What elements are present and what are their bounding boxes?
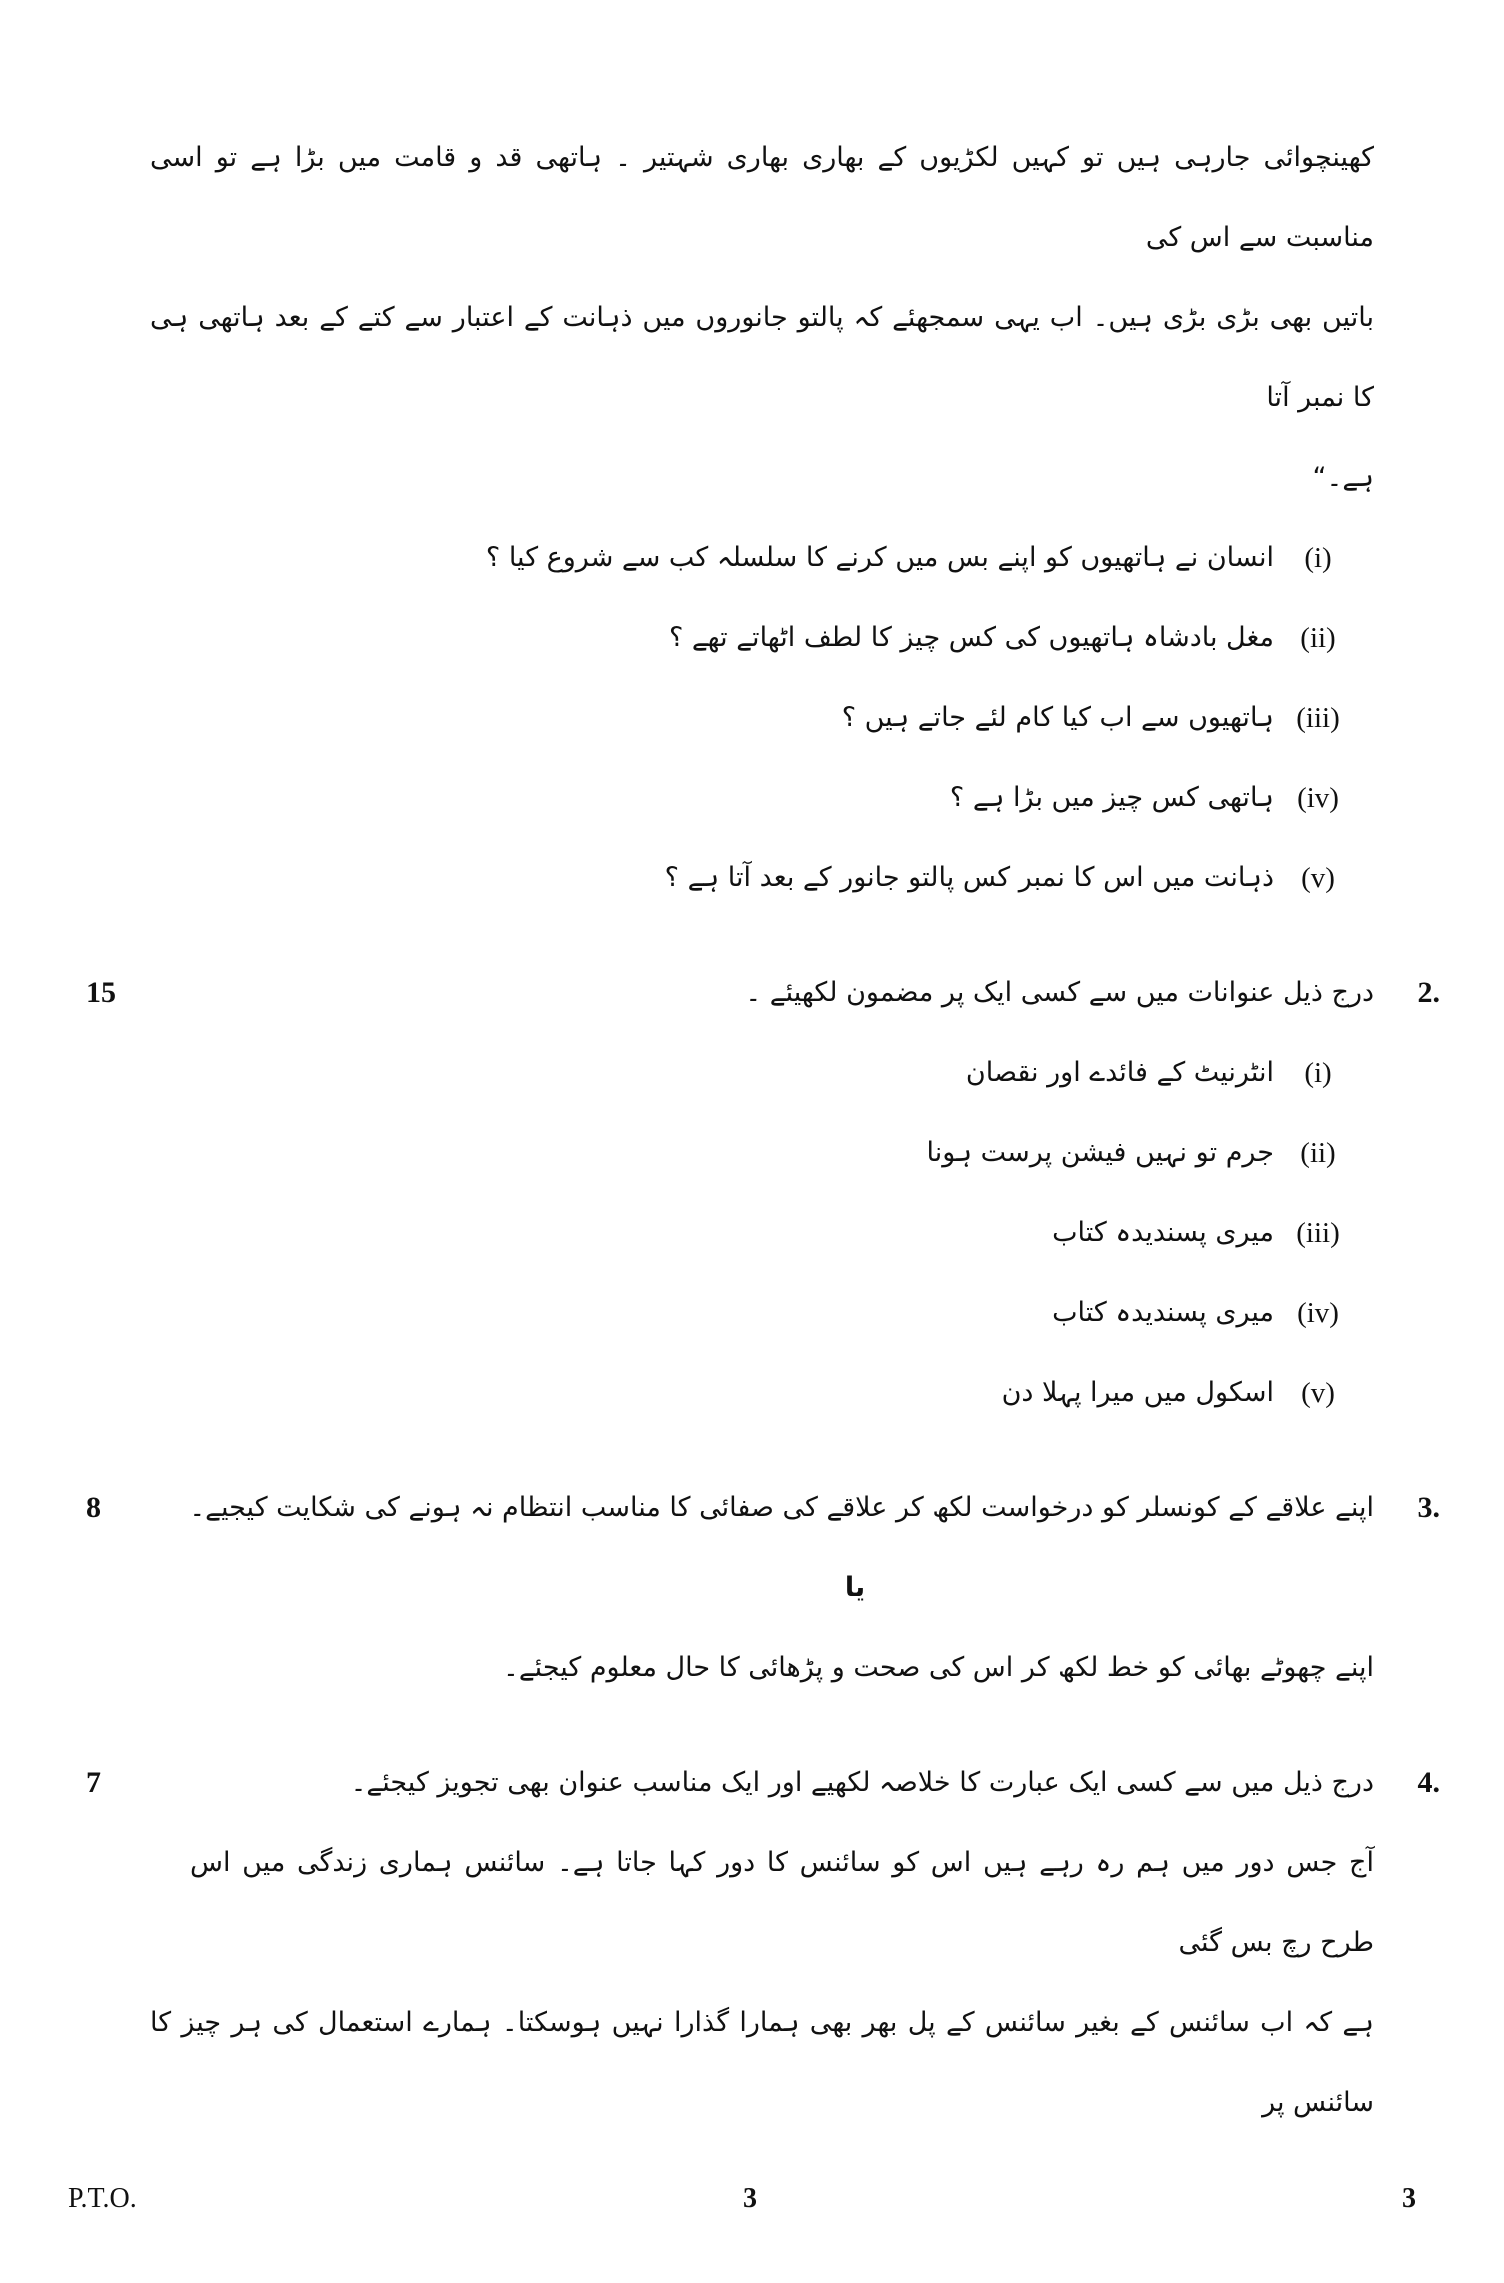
or-divider: یا bbox=[844, 1572, 866, 1603]
question-text: درج ذیل عنوانات میں سے کسی ایک پر مضمون لکھیئے ۔ bbox=[745, 977, 1374, 1008]
roman-numeral: (i) bbox=[1304, 542, 1332, 574]
page-number: 3 bbox=[743, 2183, 757, 2214]
subquestion bbox=[150, 678, 1344, 758]
passage-continuation bbox=[150, 118, 1440, 518]
marks: 7 bbox=[86, 1766, 101, 1799]
question-2 bbox=[86, 953, 1440, 1433]
subquestion bbox=[150, 838, 1344, 918]
passage-line: ہے کہ اب سائنس کے بغیر سائنس کے پل بھر بھی ہمارا گذارا نہیں ہوسکتا۔ ہمارے استعمال کی ہر چیز کا سائنس پر bbox=[150, 2007, 1374, 2118]
passage-line: ہے۔“ bbox=[1312, 462, 1374, 493]
essay-option-row bbox=[150, 1193, 1344, 1273]
subquestion-text: ہاتھی کس چیز میں بڑا ہے ؟ bbox=[949, 782, 1274, 813]
essay-option-row bbox=[150, 1353, 1344, 1433]
page-number-right: 3 bbox=[1402, 2183, 1416, 2214]
roman-numeral: (ii) bbox=[1300, 1137, 1336, 1169]
essay-option: میری پسندیدہ کتاب bbox=[1052, 1297, 1274, 1328]
q1-subquestions bbox=[150, 518, 1440, 918]
essay-option: انٹرنیٹ کے فائدے اور نقصان bbox=[965, 1057, 1274, 1088]
roman-numeral: (v) bbox=[1301, 1377, 1335, 1409]
essay-option: میری پسندیدہ کتاب bbox=[1052, 1217, 1274, 1248]
essay-option-row bbox=[150, 1113, 1344, 1193]
subquestion bbox=[150, 518, 1344, 598]
subquestion-text: انسان نے ہاتھیوں کو اپنے بس میں کرنے کا سلسلہ کب سے شروع کیا ؟ bbox=[485, 542, 1274, 573]
passage-line: کھینچوائی جارہی ہیں تو کہیں لکڑیوں کے بھاری بھاری شہتیر ۔ ہاتھی قد و قامت میں بڑا ہے تو اسی مناسبت سے اس کی bbox=[150, 142, 1374, 253]
passage-line: آج جس دور میں ہم رہ رہے ہیں اس کو سائنس کا دور کہا جاتا ہے۔ سائنس ہماری زندگی میں اس طرح رچ بس گئی bbox=[190, 1847, 1374, 1958]
question-3 bbox=[86, 1468, 1440, 1708]
passage-line: باتیں بھی بڑی بڑی ہیں۔ اب یہی سمجھئے کہ پالتو جانوروں میں ذہانت کے اعتبار سے کتے کے بعد ہاتھی ہی کا نمبر آتا bbox=[150, 302, 1374, 413]
question-text-alternative: اپنے چھوٹے بھائی کو خط لکھ کر اس کی صحت و پڑھائی کا حال معلوم کیجئے۔ bbox=[503, 1652, 1374, 1683]
essay-option-row bbox=[150, 1033, 1344, 1113]
pto-label: P.T.O. bbox=[68, 2183, 137, 2214]
question-4 bbox=[86, 1743, 1440, 2143]
essay-option-row bbox=[150, 1273, 1344, 1353]
subquestion bbox=[150, 758, 1344, 838]
roman-numeral: (iv) bbox=[1297, 1297, 1339, 1329]
essay-option: اسکول میں میرا پہلا دن bbox=[1001, 1377, 1274, 1408]
roman-numeral: (v) bbox=[1301, 862, 1335, 894]
subquestion bbox=[150, 598, 1344, 678]
question-text: اپنے علاقے کے کونسلر کو درخواست لکھ کر علاقے کی صفائی کا مناسب انتظام نہ ہونے کی شکایت کیجیے۔ bbox=[189, 1492, 1374, 1523]
question-text: درج ذیل میں سے کسی ایک عبارت کا خلاصہ لکھیے اور ایک مناسب عنوان بھی تجویز کیجئے۔ bbox=[350, 1767, 1374, 1798]
roman-numeral: (iii) bbox=[1296, 702, 1340, 734]
roman-numeral: (ii) bbox=[1300, 622, 1336, 654]
subquestion-text: مغل بادشاہ ہاتھیوں کی کس چیز کا لطف اٹھاتے تھے ؟ bbox=[668, 622, 1274, 653]
marks: 15 bbox=[86, 976, 116, 1009]
page-footer bbox=[0, 2143, 1504, 2283]
roman-numeral: (iii) bbox=[1296, 1217, 1340, 1249]
subquestion-text: ہاتھیوں سے اب کیا کام لئے جاتے ہیں ؟ bbox=[841, 702, 1274, 733]
roman-numeral: (iv) bbox=[1297, 782, 1339, 814]
question-number: 4. bbox=[1417, 1766, 1440, 1799]
question-number: 3. bbox=[1417, 1491, 1440, 1524]
question-number: 2. bbox=[1417, 976, 1440, 1009]
roman-numeral: (i) bbox=[1304, 1057, 1332, 1089]
marks: 8 bbox=[86, 1491, 101, 1524]
essay-option: جرم تو نہیں فیشن پرست ہونا bbox=[926, 1137, 1274, 1168]
subquestion-text: ذہانت میں اس کا نمبر کس پالتو جانور کے بعد آتا ہے ؟ bbox=[664, 862, 1274, 893]
